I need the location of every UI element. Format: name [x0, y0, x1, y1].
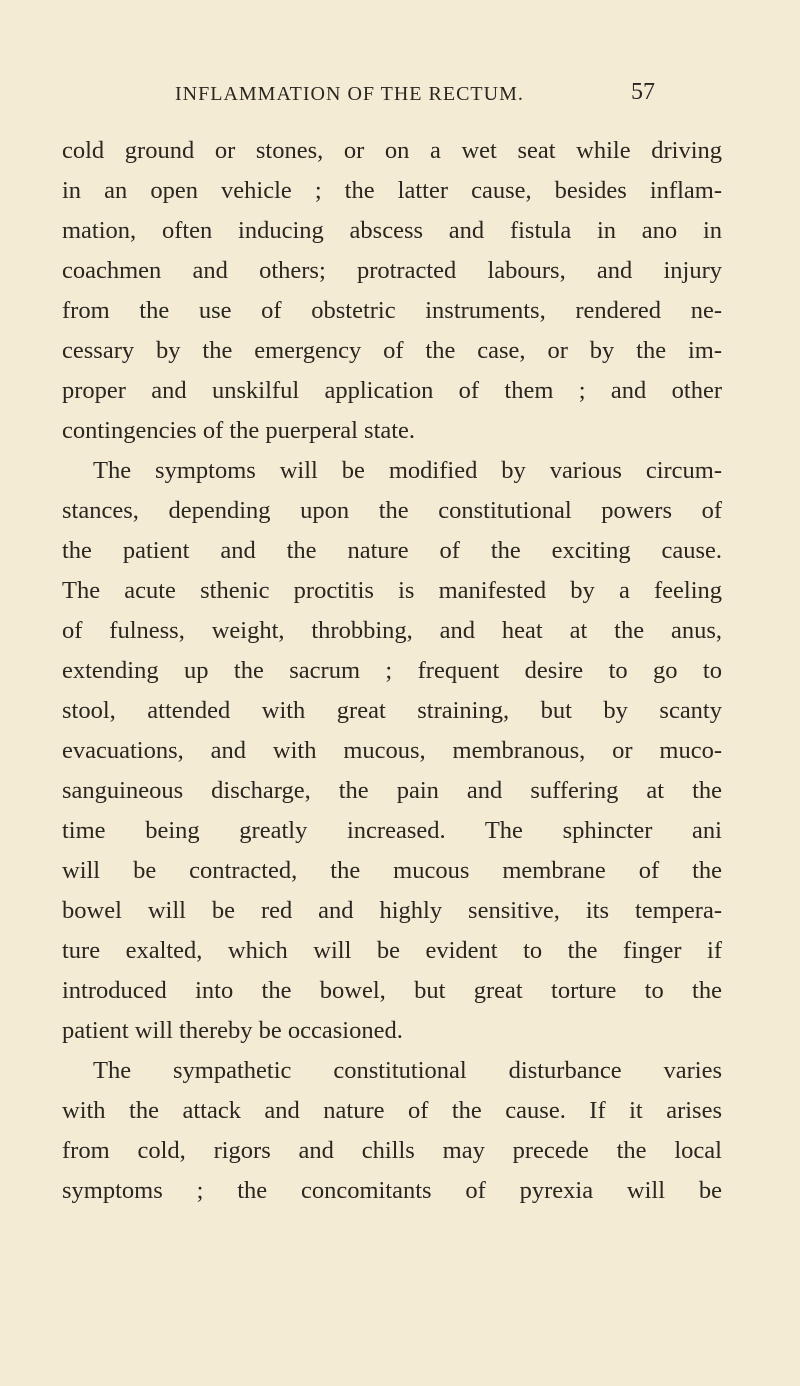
paragraph-end-line: contingencies of the puerperal state.: [62, 417, 416, 444]
paragraph-start-line: The sympathetic constitutional disturbance varies: [93, 1057, 722, 1084]
running-head: [175, 79, 655, 113]
text-line: time being greatly increased. The sphincter ani: [62, 817, 722, 844]
text-line: ture exalted, which will be evident to the finger if: [62, 937, 722, 964]
text-line: symptoms ; the concomitants of pyrexia will be: [62, 1177, 722, 1204]
paragraph-start-line: The symptoms will be modified by various circum-: [93, 457, 722, 484]
text-line: from the use of obstetric instruments, rendered ne-: [62, 297, 722, 324]
text-line: The acute sthenic proctitis is manifested by a feeling: [62, 577, 722, 604]
text-line: evacuations, and with mucous, membranous, or muco-: [62, 737, 722, 764]
text-line: introduced into the bowel, but great torture to the: [62, 977, 722, 1004]
text-line: coachmen and others; protracted labours, and injury: [62, 257, 722, 284]
body-text: [62, 131, 722, 1211]
text-line: bowel will be red and highly sensitive, its tempera-: [62, 897, 722, 924]
text-line: cold ground or stones, or on a wet seat while driving: [62, 137, 722, 164]
text-line: from cold, rigors and chills may precede the local: [62, 1137, 722, 1164]
text-line: in an open vehicle ; the latter cause, besides inflam-: [62, 177, 722, 204]
text-line: mation, often inducing abscess and fistula in ano in: [62, 217, 722, 244]
paragraph-end-line: patient will thereby be occasioned.: [62, 1017, 403, 1044]
text-line: sanguineous discharge, the pain and suffering at the: [62, 777, 722, 804]
page-number: 57: [631, 79, 655, 105]
text-line: proper and unskilful application of them ; and other: [62, 377, 722, 404]
running-title: INFLAMMATION OF THE RECTUM.: [175, 83, 524, 105]
text-line: stances, depending upon the constitutional powers of: [62, 497, 722, 524]
text-line: will be contracted, the mucous membrane of the: [62, 857, 722, 884]
text-line: with the attack and nature of the cause. If it arises: [62, 1097, 722, 1124]
text-line: the patient and the nature of the exciting cause.: [62, 537, 722, 564]
text-line: of fulness, weight, throbbing, and heat at the anus,: [62, 617, 722, 644]
text-line: cessary by the emergency of the case, or by the im-: [62, 337, 722, 364]
text-line: stool, attended with great straining, but by scanty: [62, 697, 722, 724]
text-line: extending up the sacrum ; frequent desire to go to: [62, 657, 722, 684]
